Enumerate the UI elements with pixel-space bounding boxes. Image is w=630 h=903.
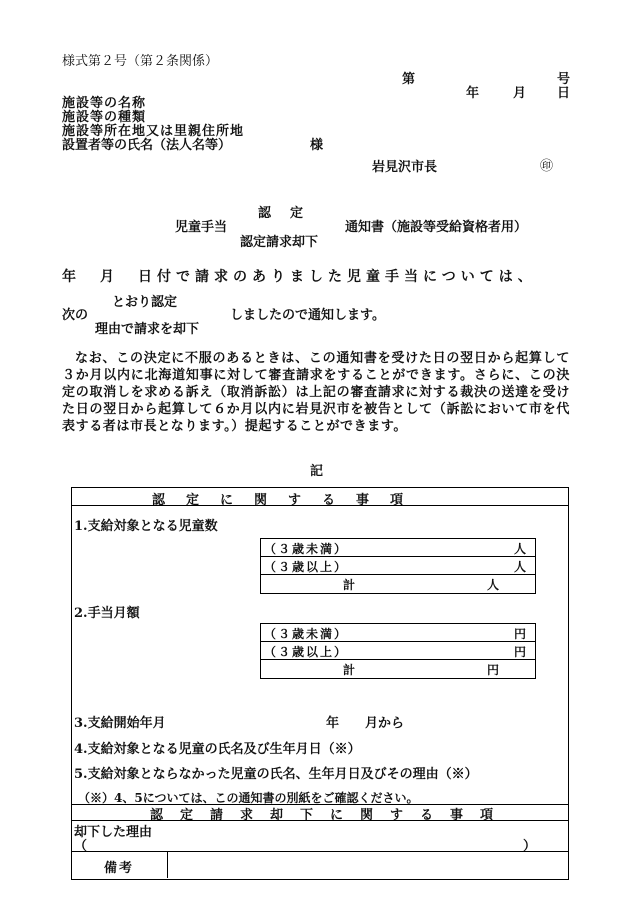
item-1-label: 1.支給対象となる児童数 xyxy=(74,519,218,534)
facility-name-label: 施設等の名称 xyxy=(62,96,147,111)
body-line-1: 年 月 日付で請求のありました児童手当については、 xyxy=(62,269,537,285)
title-tsuchisho: 通知書（施設等受給資格者用） xyxy=(345,220,528,235)
facility-type-label: 施設等の種類 xyxy=(62,110,147,125)
item-2-label: 2.手当月額 xyxy=(74,606,140,621)
amount-over3-unit: 円 xyxy=(514,645,527,659)
reason-paren-open: （ xyxy=(74,839,88,854)
title-nintei: 認 定 xyxy=(258,206,307,221)
child-total-unit: 人 xyxy=(487,578,500,592)
date-month: 月 xyxy=(513,86,527,101)
bikou-divider xyxy=(71,851,568,852)
appeal-notice: なお、この決定に不服のあるときは、この通知書を受けた日の翌日から起算して３か月以内に北海道知事に対して審査請求をすることができます。さらに、この決定の取消しを求める訴え（取消訴訟）は上記の審査請求に対する裁決の送達を受けた日の翌日から起算して６か月以内に岩見沢市を被告として（訴訟において市を代表する者は市長となります。）提起することができます。 xyxy=(62,351,570,434)
separate-sheet-note: （※）4、5については、この通知書の別紙をご確認ください。 xyxy=(78,791,419,805)
amount-under3-label: （３歳未満） xyxy=(264,627,349,641)
item-3-label: 3.支給開始年月 xyxy=(74,716,166,731)
amount-total-label: 計 xyxy=(343,663,356,677)
child-over3-unit: 人 xyxy=(514,560,527,574)
body-toori-nintei: とおり認定 xyxy=(112,295,178,310)
seal-mark: ㊞ xyxy=(540,159,554,174)
amount-total-unit: 円 xyxy=(487,663,500,677)
owner-name-label: 設置者等の氏名（法人名等） xyxy=(62,138,232,153)
body-shimashita: しましたので通知します。 xyxy=(230,308,385,323)
document-number-dai: 第 xyxy=(402,72,416,87)
child-under3-label: （３歳未満） xyxy=(264,542,349,556)
nintei-header: 認 定 に 関 す る 事 項 xyxy=(152,493,408,508)
start-year-month: 年 月から xyxy=(326,716,405,731)
child-over3-label: （３歳以上） xyxy=(264,560,349,574)
item-5-label: 5.支給対象とならなかった児童の氏名、生年月日及びその理由（※） xyxy=(74,767,478,782)
amount-under3-unit: 円 xyxy=(514,627,527,641)
title-kyakka: 認定請求却下 xyxy=(240,235,319,250)
bikou-column-divider xyxy=(167,851,168,878)
issuer-mayor: 岩見沢市長 xyxy=(372,160,438,175)
header-divider xyxy=(71,505,568,506)
body-riyuu-kyakka: 理由で請求を却下 xyxy=(95,322,200,337)
amount-over3-label: （３歳以上） xyxy=(264,645,349,659)
honorific-sama: 様 xyxy=(310,138,324,153)
date-day: 日 xyxy=(557,86,571,101)
bikou-label: 備考 xyxy=(104,861,135,876)
child-under3-unit: 人 xyxy=(514,542,527,556)
document-number-go: 号 xyxy=(557,72,571,87)
form-number: 様式第２号（第２条関係） xyxy=(62,54,219,69)
reason-paren-close: ） xyxy=(523,839,537,854)
facility-address-label: 施設等所在地又は里親住所地 xyxy=(62,124,245,139)
kyakka-header: 認 定 請 求 却 下 に 関 す る 事 項 xyxy=(150,808,496,823)
title-jidou-teate: 児童手当 xyxy=(175,220,228,235)
body-tsugi: 次の xyxy=(62,308,89,323)
ki-mark: 記 xyxy=(310,464,324,479)
date-year: 年 xyxy=(466,86,480,101)
child-total-label: 計 xyxy=(343,578,356,592)
kyakka-reason-label: 却下した理由 xyxy=(74,825,153,840)
item-4-label: 4.支給対象となる児童の氏名及び生年月日（※） xyxy=(74,742,361,757)
